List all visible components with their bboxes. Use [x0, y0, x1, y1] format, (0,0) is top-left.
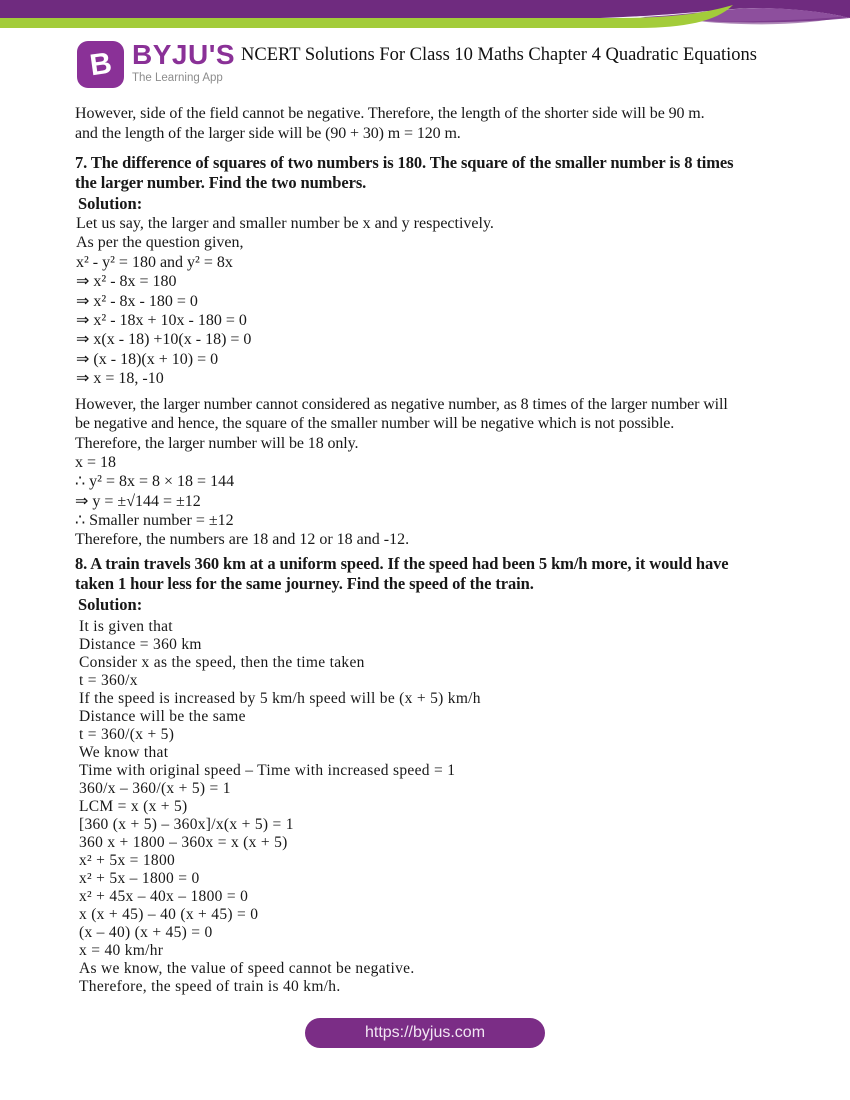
footer-link-label: https://byjus.com — [364, 1024, 486, 1041]
q8-question-line: 8. A train travels 360 km at a uniform speed. If the speed had been 5 km/h more, it would have — [75, 554, 729, 574]
q7-solution-line: ⇒ x² - 18x + 10x - 180 = 0 — [76, 312, 247, 330]
q8-solution-line: x² + 5x = 1800 — [79, 852, 176, 870]
q8-solution-lines — [75, 618, 815, 996]
q7-solution-line: As per the question given, — [76, 234, 244, 252]
byjus-logo-icon — [77, 41, 124, 88]
q7-solution-label: Solution: — [78, 194, 143, 213]
q8-solution-line: x² + 45x – 40x – 1800 = 0 — [79, 888, 249, 906]
q8-solution-line: If the speed is increased by 5 km/h speed will be (x + 5) km/h — [79, 690, 481, 708]
q8-solution-line: Therefore, the speed of train is 40 km/h. — [79, 978, 341, 996]
q8-solution-line: t = 360/x — [79, 672, 138, 690]
q7-discussion-line: However, the larger number cannot considered as negative number, as 8 times of the larger number will — [75, 395, 728, 413]
byjus-logo — [77, 41, 235, 88]
q7-discussion-line: Therefore, the larger number will be 18 only. — [75, 434, 359, 452]
q8-solution-line: t = 360/(x + 5) — [79, 726, 175, 744]
q7-question — [75, 153, 815, 193]
q8-question — [75, 554, 815, 594]
q8-solution-line: As we know, the value of speed cannot be negative. — [79, 960, 415, 978]
q8-solution-line: 360 x + 1800 – 360x = x (x + 5) — [79, 834, 288, 852]
q7-result-line: ⇒ y = ±√144 = ±12 — [75, 492, 201, 510]
intro-line: However, side of the field cannot be negative. Therefore, the length of the shorter side will be 90 m. — [75, 105, 705, 122]
q7-solution-line: ⇒ x(x - 18) +10(x - 18) = 0 — [76, 331, 252, 349]
q7-result-lines — [75, 453, 815, 549]
q8-solution-line: It is given that — [79, 618, 173, 636]
q8-solution-line: (x – 40) (x + 45) = 0 — [79, 924, 213, 942]
intro-line: and the length of the larger side will be (90 + 30) m = 120 m. — [75, 124, 461, 142]
q8-solution-line: Consider x as the speed, then the time taken — [79, 654, 365, 672]
q8-question-line: taken 1 hour less for the same journey. Find the speed of the train. — [75, 574, 534, 594]
q7-solution-line: ⇒ x² - 8x = 180 — [76, 273, 177, 291]
q8-solution-line: x (x + 45) – 40 (x + 45) = 0 — [79, 906, 259, 924]
byjus-logo-text — [132, 41, 235, 85]
q7-discussion-line: be negative and hence, the square of the smaller number will be negative which is not possible. — [75, 415, 675, 433]
q8-solution-label: Solution: — [78, 595, 143, 615]
q8-solution-line: x² + 5x – 1800 = 0 — [79, 870, 200, 888]
q7-solution-line: ⇒ (x - 18)(x + 10) = 0 — [76, 350, 219, 368]
q7-discussion-paragraph — [75, 395, 815, 454]
q7-question-line: the larger number. Find the two numbers. — [75, 173, 367, 192]
footer-link[interactable] — [305, 1018, 545, 1048]
logo-tagline: The Learning App — [132, 72, 223, 84]
q8-solution-line: Distance will be the same — [79, 708, 246, 726]
q8-solution-line: [360 (x + 5) – 360x]/x(x + 5) = 1 — [79, 816, 294, 834]
q7-solution-line: ⇒ x² - 8x - 180 = 0 — [76, 292, 198, 310]
page-title: NCERT Solutions For Class 10 Maths Chapter 4 Quadratic Equations — [241, 45, 758, 65]
q7-solution-line: Let us say, the larger and smaller number be x and y respectively. — [76, 215, 494, 232]
logo-b-letter: B — [87, 46, 114, 82]
document-content — [75, 104, 815, 996]
q8-solution-line: x = 40 km/hr — [79, 942, 164, 960]
logo-brand-name: BYJU'S — [132, 39, 236, 70]
header-banner — [0, 0, 850, 36]
q7-question-line: 7. The difference of squares of two numbers is 180. The square of the smaller number is 8 times — [75, 153, 734, 172]
q7-result-line: Therefore, the numbers are 18 and 12 or 18 and -12. — [75, 530, 410, 548]
q8-solution-line: Distance = 360 km — [79, 636, 202, 654]
q8-solution-line: We know that — [79, 744, 169, 762]
q7-result-line: ∴ y² = 8x = 8 × 18 = 144 — [75, 473, 235, 491]
q8-solution-line: 360/x – 360/(x + 5) = 1 — [79, 780, 231, 798]
q8-solution-line: LCM = x (x + 5) — [79, 798, 188, 816]
q8-solution-line: Time with original speed – Time with increased speed = 1 — [79, 762, 456, 780]
q7-solution-line: ⇒ x = 18, -10 — [76, 370, 164, 388]
q7-result-line: x = 18 — [75, 454, 117, 472]
q7-solution-line: x² - y² = 180 and y² = 8x — [76, 253, 233, 271]
intro-paragraph — [75, 104, 815, 143]
q7-result-line: ∴ Smaller number = ±12 — [75, 511, 234, 529]
q7-solution-lines — [75, 214, 815, 389]
